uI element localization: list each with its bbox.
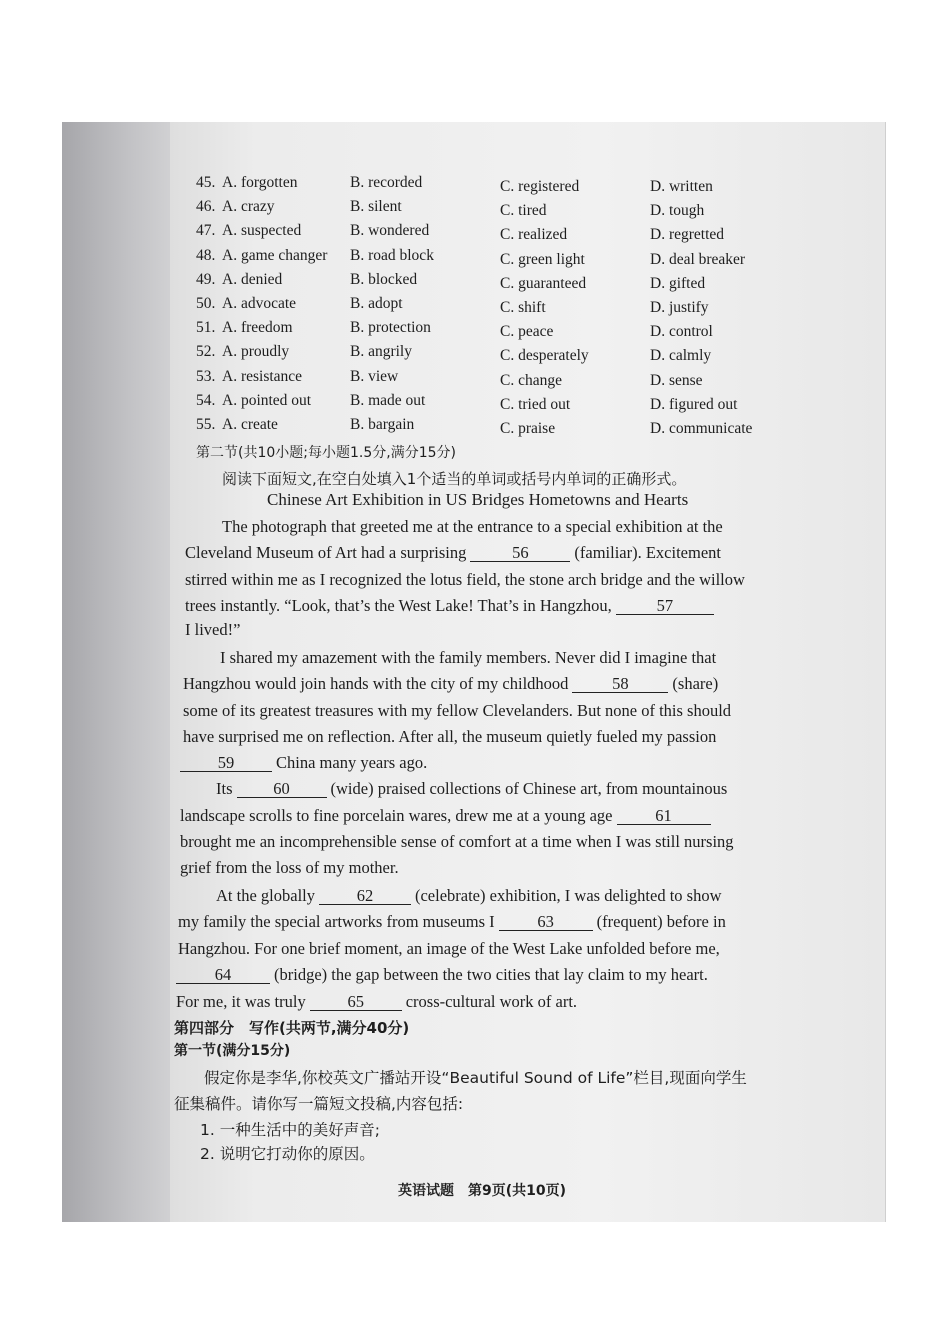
option-b[interactable]: B. protection [350,319,431,337]
section2-instruction: 阅读下面短文,在空白处填入1个适当的单词或括号内单词的正确形式。 [222,470,687,488]
part4-subheader: 第一节(满分15分) [174,1043,291,1059]
option-a[interactable]: A. game changer [222,246,328,264]
option-c[interactable]: C. peace [500,323,554,341]
blank-61[interactable]: 61 [617,807,711,825]
passage-line: have surprised me on reflection. After all, the museum quietly fueled my passion [183,727,717,746]
photo-background [62,122,886,1222]
blank-59[interactable]: 59 [180,754,272,772]
passage-line: Hangzhou would join hands with the city of my childhood 58 (share) [183,674,719,693]
option-number: 45. [196,174,216,191]
option-d[interactable]: D. deal breaker [650,250,746,268]
option-a[interactable]: A. advocate [222,295,297,312]
passage-line: my family the special artworks from museums I 63 (frequent) before in [178,912,726,931]
option-number: 54. [196,391,216,409]
passage-line: The photograph that greeted me at the entrance to a special exhibition at the [222,517,723,536]
option-number: 47. [196,222,216,240]
option-d[interactable]: D. figured out [650,395,738,413]
blank-65[interactable]: 65 [310,993,402,1011]
blank-64[interactable]: 64 [176,966,270,984]
option-b[interactable]: B. road block [350,246,434,264]
passage-line: trees instantly. “Look, that’s the West Lake! That’s in Hangzhou, 57 [185,596,718,616]
passage-line: some of its greatest treasures with my fellow Clevelanders. But none of this should [183,701,732,720]
prompt-item-1: 1. 一种生活中的美好声音; [200,1121,380,1139]
option-c[interactable]: C. tired [500,202,547,220]
option-b[interactable]: B. silent [350,198,402,216]
passage-line: 64 (bridge) the gap between the two cities that lay claim to my heart. [176,965,708,985]
passage-line: For me, it was truly 65 cross-cultural work of art. [176,992,578,1011]
option-a[interactable]: A. crazy [222,198,275,216]
option-d[interactable]: D. written [650,178,713,195]
option-d[interactable]: D. calmly [650,347,712,365]
option-a[interactable]: A. suspected [222,222,302,240]
option-number: 53. [196,367,216,385]
option-b[interactable]: B. wondered [350,222,430,240]
passage-line: brought me an incomprehensible sense of comfort at a time when I was still nursing [180,832,734,851]
blank-62[interactable]: 62 [319,887,411,905]
passage-line: stirred within me as I recognized the lotus field, the stone arch bridge and the willow [185,570,745,589]
blank-60[interactable]: 60 [237,780,327,798]
exam-page [170,122,886,1222]
passage-line: At the globally 62 (celebrate) exhibition, I was delighted to show [216,886,722,905]
option-number: 46. [196,198,216,216]
passage-title: Chinese Art Exhibition in US Bridges Hometowns and Hearts [267,490,689,509]
option-d[interactable]: D. tough [650,202,705,220]
option-c[interactable]: C. green light [500,250,585,268]
option-d[interactable]: D. sense [650,371,703,389]
option-a[interactable]: A. denied [222,270,283,288]
passage-line: Its 60 (wide) praised collections of Chinese art, from mountainous [216,779,728,798]
page-footer: 英语试题 第9页(共10页) [398,1183,567,1199]
option-b[interactable]: B. adopt [350,295,403,312]
passage-line: Cleveland Museum of Art had a surprising 56 (familiar). Excitement [185,543,721,562]
blank-56[interactable]: 56 [470,544,570,562]
option-b[interactable]: B. bargain [350,416,415,433]
option-c[interactable]: C. praise [500,420,556,437]
option-a[interactable]: A. freedom [222,319,293,337]
option-number: 55. [196,416,216,433]
passage-line: Hangzhou. For one brief moment, an image of the West Lake unfolded before me, [178,939,720,958]
option-b[interactable]: B. view [350,367,399,385]
section2-header: 第二节(共10小题;每小题1.5分,满分15分) [196,445,456,461]
option-number: 52. [196,343,216,361]
passage-line: I shared my amazement with the family members. Never did I imagine that [220,648,717,667]
option-c[interactable]: C. tried out [500,395,571,413]
option-c[interactable]: C. realized [500,226,568,244]
passage-line: 59 China many years ago. [180,753,427,773]
option-c[interactable]: C. desperately [500,347,589,365]
part4-header: 第四部分 写作(共两节,满分40分) [174,1019,410,1037]
blank-58[interactable]: 58 [572,675,668,693]
option-c[interactable]: C. change [500,371,562,389]
option-a[interactable]: A. forgotten [222,174,298,191]
option-b[interactable]: B. blocked [350,270,418,288]
option-c[interactable]: C. guaranteed [500,274,587,292]
option-b[interactable]: B. angrily [350,343,412,361]
option-c[interactable]: C. registered [500,178,580,195]
option-a[interactable]: A. proudly [222,343,290,361]
option-b[interactable]: B. recorded [350,174,423,191]
option-b[interactable]: B. made out [350,391,426,409]
option-number: 51. [196,319,216,337]
option-a[interactable]: A. resistance [222,367,303,385]
option-number: 50. [196,295,216,312]
blank-63[interactable]: 63 [499,913,593,931]
prompt-line: 征集稿件。请你写一篇短文投稿,内容包括: [174,1095,464,1113]
option-d[interactable]: D. regretted [650,226,725,244]
page-edge [885,122,886,1222]
passage-line: I lived!” [185,620,241,639]
option-d[interactable]: D. control [650,323,713,341]
option-number: 48. [196,246,216,264]
option-d[interactable]: D. gifted [650,274,706,292]
option-d[interactable]: D. communicate [650,420,753,437]
passage-line: grief from the loss of my mother. [180,858,399,877]
option-number: 49. [196,270,216,288]
blank-57[interactable]: 57 [616,597,714,615]
prompt-line: 假定你是李华,你校英文广播站开设“Beautiful Sound of Life”栏目,现面向学生 [204,1069,747,1087]
option-a[interactable]: A. create [222,416,278,433]
option-c[interactable]: C. shift [500,299,546,316]
option-a[interactable]: A. pointed out [222,391,312,409]
prompt-item-2: 2. 说明它打动你的原因。 [200,1145,375,1163]
passage-line: landscape scrolls to fine porcelain wares, drew me at a young age 61 [180,806,715,826]
option-d[interactable]: D. justify [650,299,709,316]
